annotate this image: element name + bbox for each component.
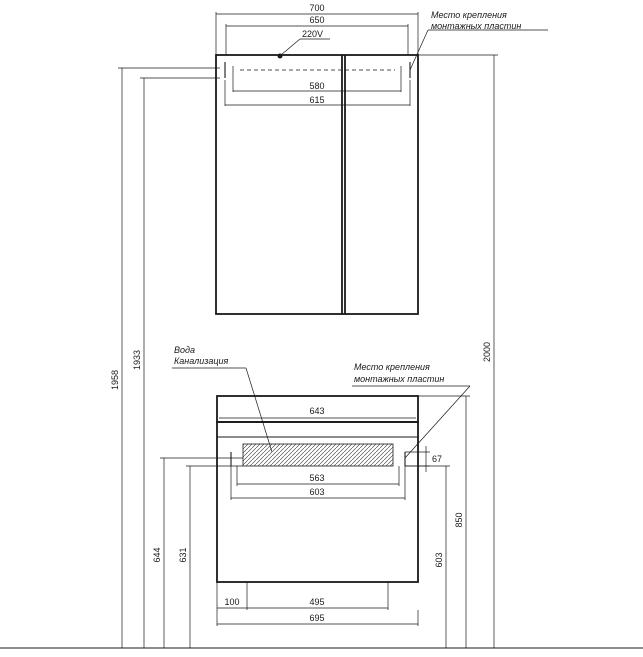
dim-700-label: 700 [309,3,325,13]
dim-1958-label: 1958 [110,369,120,391]
dim-1933-label: 1933 [132,349,142,371]
vertical-dimension-850 [418,396,470,648]
dim-643-label: 643 [309,406,325,416]
lower-dimension-603 [231,466,405,500]
dim-650-label: 650 [309,15,325,25]
dim-850-label: 850 [454,512,464,528]
upper-mount-note-line2: монтажных пластин [431,21,522,31]
dim-495-label: 495 [309,597,325,607]
dim-615-label: 615 [309,95,325,105]
utilities-note [172,345,272,452]
dim-580-label: 580 [309,81,325,91]
dim-644-label: 644 [152,547,162,563]
lower-mount-note-line2: монтажных пластин [354,374,445,384]
lower-dimension-643 [219,406,416,418]
dim-100-label: 100 [224,597,240,607]
upper-cabinet-outline [216,55,418,314]
lower-dimension-695 [217,610,418,626]
upper-power-callout [281,29,330,55]
lower-mount-note-line1: Место крепления [354,362,430,372]
dim-563-label: 563 [309,473,325,483]
upper-mount-note-line1: Место крепления [431,10,507,20]
dim-67-label: 67 [432,454,443,464]
utilities-note-line1: Вода [174,345,195,355]
lower-dimension-100-495 [217,582,388,610]
utilities-note-line2: Канализация [174,356,229,366]
utilities-zone-hatch [243,444,393,466]
power-220v-label: 220V [302,29,324,39]
dim-603-label: 603 [309,487,325,497]
upper-mount-note [410,10,548,70]
lower-dimension-67 [405,446,442,472]
vertical-dimension-644 [152,458,243,648]
dim-2000-label: 2000 [482,341,492,363]
dim-695-label: 695 [309,613,325,623]
vertical-dimension-2000 [418,55,498,648]
dim-631-label: 631 [178,547,188,563]
lower-dimension-563 [237,466,399,486]
upper-cabinet [216,54,418,315]
vertical-dimension-631 [178,466,243,648]
dim-603v-label: 603 [434,552,444,568]
vertical-dimension-603 [405,466,450,648]
